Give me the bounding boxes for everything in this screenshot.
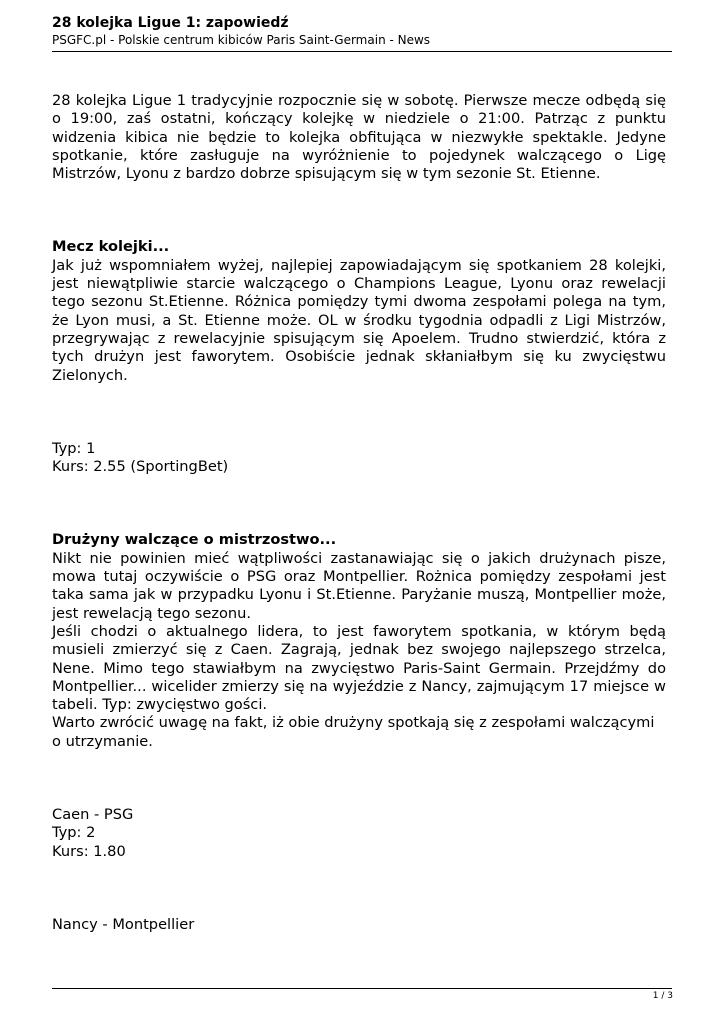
title-race-paragraph-2: Jeśli chodzi o aktualnego lidera, to jest faworytem spotkania, w którym będą musieli zmierzyć się z Caen. Zagrają, jednak bez swojego najlepszego strzelca, Nene. Mimo tego stawiałbym na zwycięstwo Paris-Saint Germain. Przejdźmy do Montpellier... wicelider zmierzy się na wyjeździe z Nancy, zajmującym 17 miejsce w tabeli. Typ: zwycięstwo gości. xyxy=(52,622,666,714)
spacer xyxy=(52,385,666,440)
page-number: 1 / 3 xyxy=(652,991,673,1001)
spacer xyxy=(52,751,666,806)
title-race-paragraph-3: Warto zwrócić uwagę na fakt, iż obie drużyny spotkają się z zespołami walczącymi o utrzymanie. xyxy=(52,714,655,750)
spacer xyxy=(52,476,666,531)
document-title: 28 kolejka Ligue 1: zapowiedź xyxy=(52,15,289,31)
match-paragraph: Jak już wspomniałem wyżej, najlepiej zapowiadającym się spotkaniem 28 kolejki, jest niewątpliwie starcie walczącego o Champions League, Lyonu oraz rewelacji tego sezonu St.Etienne. Różnica pomiędzy tymi dwoma zespołami polega na tym, że Lyon musi, a St. Etienne może. OL w środku tygodnia odpadli z Ligi Mistrzów, przegrywając z rewelacyjnie spisującym się Apoelem. Trudno stwierdzić, która z tych drużyn jest faworytem. Osobiście jednak skłaniałbym się ku zwycięstwu Zielonych. xyxy=(52,256,666,384)
document-subtitle: PSGFC.pl - Polskie centrum kibiców Paris Saint-Germain - News xyxy=(52,33,431,47)
caen-tip: Typ: 2 xyxy=(52,824,96,842)
match-tip: Typ: 1 xyxy=(52,439,96,457)
caen-match: Caen - PSG xyxy=(52,806,134,824)
title-race-heading: Drużyny walczące o mistrzostwo... xyxy=(52,531,337,549)
caen-odds: Kurs: 1.80 xyxy=(52,842,126,860)
nancy-match: Nancy - Montpellier xyxy=(52,915,195,933)
document-header xyxy=(52,14,672,49)
intro-paragraph: 28 kolejka Ligue 1 tradycyjnie rozpocznie się w sobotę. Pierwsze mecze odbędą się o 19:00, zaś ostatni, kończący kolejkę w niedziele o 21:00. Patrząc z punktu widzenia kibica nie będzie to kolejka obfitująca w niezwykłe spektakle. Jedyne spotkanie, które zasługuje na wyróżnienie to pojedynek walczącego o Ligę Mistrzów, Lyonu z bardzo dobrze spisującym się w tym sezonie St. Etienne. xyxy=(52,92,666,183)
article-body xyxy=(52,92,666,934)
match-heading: Mecz kolejki... xyxy=(52,238,170,256)
spacer xyxy=(52,861,666,916)
title-race-paragraph-1: Nikt nie powinien mieć wątpliwości zastanawiając się o jakich drużynach pisze, mowa tutaj oczywiście o PSG oraz Montpellier. Rożnica pomiędzy zespołami jest taka sama jak w przypadku Lyonu i St.Etienne. Paryżanie muszą, Montpellier może, jest rewelacją tego sezonu. xyxy=(52,549,666,622)
footer-divider xyxy=(52,988,672,989)
header-divider xyxy=(52,51,672,52)
match-odds: Kurs: 2.55 (SportingBet) xyxy=(52,458,229,476)
spacer xyxy=(52,183,666,238)
